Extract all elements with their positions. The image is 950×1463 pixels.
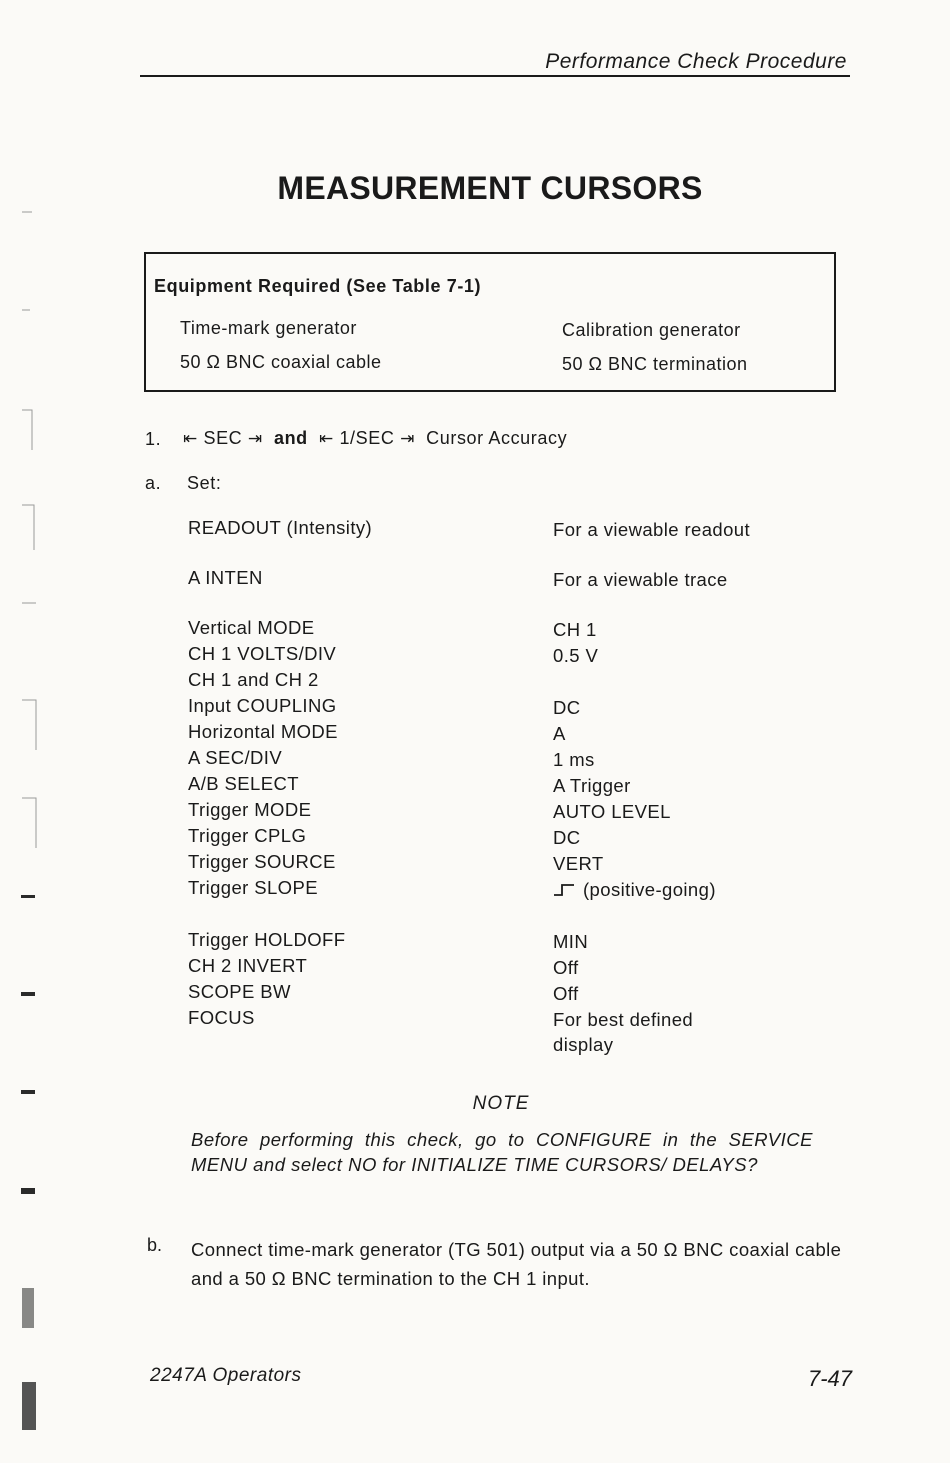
setting-control: Trigger HOLDOFF: [188, 929, 346, 950]
one-over-sec-label: 1/SEC: [339, 428, 395, 448]
binding-edge-marks: [18, 0, 48, 1463]
setting-control: Horizontal MODE: [188, 721, 338, 742]
cursor-left-icon: ⇤: [183, 429, 198, 449]
setting-value: Off: [553, 957, 579, 978]
setting-value: CH 1: [553, 619, 597, 640]
setting-control: CH 1 and CH 2: [188, 669, 319, 690]
setting-control: Input COUPLING: [188, 695, 337, 716]
setting-control: Vertical MODE: [188, 617, 315, 638]
step-1-number: 1.: [145, 429, 162, 449]
setting-value: VERT: [553, 853, 604, 874]
setting-value: 0.5 V: [553, 645, 599, 666]
setting-control: READOUT (Intensity): [188, 517, 373, 538]
setting-control: CH 1 VOLTS/DIV: [188, 643, 337, 664]
page-number: 7-47: [807, 1366, 852, 1391]
setting-control: A/B SELECT: [188, 773, 299, 794]
setting-control: FOCUS: [188, 1007, 255, 1028]
setting-control: Trigger SLOPE: [188, 877, 318, 898]
setting-value: AUTO LEVEL: [553, 801, 671, 822]
setting-value: For a viewable readout: [553, 519, 750, 540]
setting-value: [553, 877, 753, 902]
step-b-text: Connect time-mark generator (TG 501) output via a 50 Ω BNC coaxial cable and a 50 Ω BNC termination to the CH 1 input.: [191, 1239, 842, 1289]
equipment-item: Time-mark generator: [180, 318, 357, 338]
cursor-left-icon: ⇤: [318, 429, 334, 449]
equipment-heading: Equipment Required (See Table 7-1): [154, 276, 482, 296]
setting-control: A INTEN: [188, 567, 263, 588]
setting-value-text: (positive-going): [583, 879, 716, 900]
setting-value: For a viewable trace: [553, 569, 728, 590]
step-1-heading: [183, 428, 567, 449]
setting-control: Trigger SOURCE: [188, 851, 336, 872]
setting-value: For best defined display: [553, 1009, 694, 1055]
note-title: NOTE: [472, 1093, 530, 1114]
and-label: and: [273, 428, 308, 448]
cursor-right-icon: ⇥: [400, 429, 415, 449]
cursor-right-icon: ⇥: [247, 429, 263, 449]
setting-control: A SEC/DIV: [188, 747, 283, 768]
setting-value: Off: [553, 983, 579, 1004]
running-header: Performance Check Procedure: [545, 50, 847, 73]
step-1-title-tail: Cursor Accuracy: [426, 428, 568, 448]
equipment-item: Calibration generator: [562, 320, 741, 340]
setting-control: SCOPE BW: [188, 981, 291, 1002]
step-a-label: a.: [145, 473, 162, 493]
setting-value: A: [553, 723, 566, 744]
sec-label: SEC: [203, 428, 243, 448]
setting-control: Trigger CPLG: [188, 825, 307, 846]
setting-control: CH 2 INVERT: [188, 955, 308, 976]
equipment-item: 50 Ω BNC termination: [562, 354, 748, 374]
setting-value: DC: [553, 827, 581, 848]
setting-value: 1 ms: [553, 749, 595, 770]
setting-value: MIN: [553, 931, 589, 952]
section-title: MEASUREMENT CURSORS: [277, 170, 703, 206]
positive-slope-icon: [553, 883, 575, 897]
setting-value: DC: [553, 697, 581, 718]
note-body: Before performing this check, go to CONFIGURE in the SERVICE MENU and select NO for INITIALIZE TIME CURSORS/ DELAYS?: [191, 1129, 813, 1175]
equipment-item: 50 Ω BNC coaxial cable: [180, 352, 382, 372]
equipment-box: [144, 252, 836, 392]
footer-manual-name: 2247A Operators: [150, 1365, 302, 1386]
header-rule: [140, 75, 850, 77]
setting-control: Trigger MODE: [188, 799, 312, 820]
step-a-text: Set:: [187, 473, 222, 493]
setting-value: A Trigger: [553, 775, 631, 796]
step-b-label: b.: [147, 1235, 163, 1255]
